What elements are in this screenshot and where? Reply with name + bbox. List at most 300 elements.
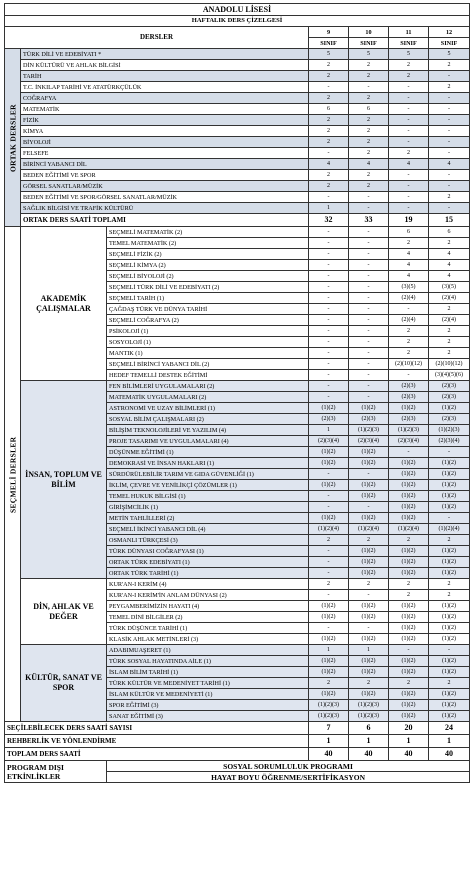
grade-10-hours: - [349, 192, 389, 203]
table-row [5, 170, 470, 181]
grade-11-hours: (1)(2) [389, 634, 429, 645]
lesson-name: METİN TAHLİLLERİ (2) [107, 513, 309, 524]
grade-12-hours: - [429, 181, 470, 192]
grade-11-hours: (1)(2) [389, 513, 429, 524]
grade-11-hours: 2 [389, 326, 429, 337]
grade-9-hours: - [309, 469, 349, 480]
grade-9-hours: - [309, 337, 349, 348]
grade-11-hours: 4 [389, 260, 429, 271]
grade-12-hours: 4 [429, 249, 470, 260]
lesson-name: BİYOLOJİ [21, 137, 309, 148]
lesson-name: SEÇMELİ BİYOLOJİ (2) [107, 271, 309, 282]
grade-9-hours: 4 [309, 159, 349, 170]
grade-11-hours: (2)(3) [389, 414, 429, 425]
grade-11-hours: 2 [389, 60, 429, 71]
grade-11-hours: - [389, 170, 429, 181]
grade-12-hours: (1)(2) [429, 667, 470, 678]
grade-12-hours: (1)(2) [429, 546, 470, 557]
grade-unit: SINIF [349, 38, 389, 49]
grade-10-hours: (1)(2) [349, 546, 389, 557]
lesson-name: FEN BİLİMLERİ UYGULAMALARI (2) [107, 381, 309, 392]
grade-11-hours: (2)(3) [389, 381, 429, 392]
grade-11-hours: 4 [389, 271, 429, 282]
grade-10-hours: 2 [349, 71, 389, 82]
grade-9-hours: 2 [309, 93, 349, 104]
grade-9-hours: - [309, 82, 349, 93]
grade-11-hours: - [389, 82, 429, 93]
grade-11-hours: (1)(2) [389, 689, 429, 700]
lesson-name: SANAT EĞİTİMİ (3) [107, 711, 309, 722]
grade-12-hours: - [429, 447, 470, 458]
grade-12-hours: 2 [429, 535, 470, 546]
lesson-name: TÜRK KÜLTÜR VE MEDENİYET TARİHİ (1) [107, 678, 309, 689]
academic-studies-group: AKADEMİK ÇALIŞMALAR [21, 227, 107, 381]
grade-10-hours: 2 [349, 93, 389, 104]
curriculum-sheet [4, 3, 469, 783]
lesson-name: ÇAĞDAŞ TÜRK VE DÜNYA TARİHİ [107, 304, 309, 315]
grade-10-hours: - [349, 304, 389, 315]
grade-12-hours: 4 [429, 159, 470, 170]
grade-11-hours: (1)(2)(3) [389, 425, 429, 436]
grade-9-hours: (1)(2) [309, 513, 349, 524]
grade-11-hours: - [389, 126, 429, 137]
grade-10-hours: (1)(2) [349, 689, 389, 700]
grade-11-hours: 5 [389, 49, 429, 60]
grade-11-hours: (2)(3)(4) [389, 436, 429, 447]
grade-11-hours: (1)(2) [389, 458, 429, 469]
grade-11-hours: 2 [389, 678, 429, 689]
grade-9-hours: - [309, 491, 349, 502]
grade-12-hours: - [429, 115, 470, 126]
grade-11-hours: - [389, 447, 429, 458]
grade-9-hours: - [309, 192, 349, 203]
lesson-name: GİRİŞİMCİLİK (1) [107, 502, 309, 513]
lesson-name: DEMOKRASİ VE İNSAN HAKLARI (1) [107, 458, 309, 469]
grade-10-hours: (1)(2) [349, 480, 389, 491]
grade-9-hours: 2 [309, 579, 349, 590]
grade-9-hours: 2 [309, 535, 349, 546]
elective-lessons-label: SEÇMELİ DERSLER [5, 227, 21, 722]
table-row [5, 93, 470, 104]
grade-9-hours: 1 [309, 425, 349, 436]
grade-12-hours: (1)(2)(4) [429, 524, 470, 535]
lesson-name: PSİKOLOJİ (1) [107, 326, 309, 337]
grade-10-header: 10 [349, 27, 389, 38]
grade-12-hours: (1)(2) [429, 458, 470, 469]
grade-12-hours: - [429, 148, 470, 159]
summary-row [5, 722, 470, 735]
grade-10-hours: - [349, 249, 389, 260]
grade-11-hours: - [389, 192, 429, 203]
grade-9-hours: 2 [309, 137, 349, 148]
grade-12-hours: - [429, 126, 470, 137]
grade-11-hours: - [389, 370, 429, 381]
grade-12-hours: - [429, 137, 470, 148]
grade-12-hours: (1)(2) [429, 689, 470, 700]
grade-10-hours: (1)(2) [349, 612, 389, 623]
grade-9-hours: 2 [309, 60, 349, 71]
grade-10-hours: (1)(2) [349, 447, 389, 458]
lesson-name: TARİH [21, 71, 309, 82]
grade-10-hours: 5 [349, 49, 389, 60]
lesson-name: FELSEFE [21, 148, 309, 159]
grade-12-hours: (3)(4)(5)(6) [429, 370, 470, 381]
grade-11-hours: (1)(2) [389, 711, 429, 722]
grade-10-hours: 4 [349, 159, 389, 170]
common-lessons-label: ORTAK DERSLER [5, 49, 21, 227]
lesson-name: İSLAM BİLİM TARİHİ (1) [107, 667, 309, 678]
grade-12-hours: 2 [429, 60, 470, 71]
lesson-name: COĞRAFYA [21, 93, 309, 104]
grade-10-hours: - [349, 271, 389, 282]
grade-12-hours: (3)(5) [429, 282, 470, 293]
grade-9-hours: 1 [309, 645, 349, 656]
grade-9-hours: 1 [309, 203, 349, 214]
grade-12-summary: 40 [429, 748, 470, 761]
grade-9-hours: - [309, 381, 349, 392]
grade-10-hours: - [349, 326, 389, 337]
grade-9-hours: 5 [309, 49, 349, 60]
grade-9-hours: - [309, 282, 349, 293]
grade-12-hours: (1)(2) [429, 403, 470, 414]
grade-12-hours: 2 [429, 326, 470, 337]
religion-ethics-values-group: DİN, AHLAK VE DEĞER [21, 579, 107, 645]
grade-10-hours: 2 [349, 170, 389, 181]
grade-11-hours: (1)(2) [389, 546, 429, 557]
grade-10-hours: (1)(2) [349, 491, 389, 502]
lesson-name: SÜRDÜRÜLEBİLİR TARIM VE GIDA GÜVENLİĞİ (1) [107, 469, 309, 480]
grade-12-hours: (1)(2)(3) [429, 425, 470, 436]
lifelong-learning-certification: HAYAT BOYU ÖĞRENME/SERTİFİKASYON [107, 772, 470, 783]
grade-12-hours: 2 [429, 348, 470, 359]
grade-11-hours: (1)(2) [389, 568, 429, 579]
grade-12-hours: 2 [429, 678, 470, 689]
grade-9-hours: - [309, 557, 349, 568]
grade-11-hours: (3)(5) [389, 282, 429, 293]
table-row [5, 192, 470, 203]
grade-10-hours: 2 [349, 181, 389, 192]
grade-10-hours: (1)(2) [349, 568, 389, 579]
grade-9-hours: (1)(2)(3) [309, 711, 349, 722]
grade-12-hours: 5 [429, 49, 470, 60]
grade-12-hours: - [429, 645, 470, 656]
grade-9-hours: (1)(2) [309, 667, 349, 678]
grade-11-hours: (1)(2) [389, 403, 429, 414]
grade-10-hours: (1)(2)(3) [349, 700, 389, 711]
grade-9-hours: 2 [309, 71, 349, 82]
summary-row [5, 735, 470, 748]
lesson-name: SEÇMELİ FİZİK (2) [107, 249, 309, 260]
grade-12-hours: - [429, 203, 470, 214]
lesson-name: BEDEN EĞİTİMİ VE SPOR/GÖRSEL SANATLAR/MÜZİK [21, 192, 309, 203]
extracurricular-label: PROGRAM DIŞI ETKİNLİKLER [5, 761, 107, 783]
grade-12-hours: (2)(10)(12) [429, 359, 470, 370]
grade-11-hours: - [389, 645, 429, 656]
grade-10-hours: (1)(2) [349, 557, 389, 568]
grade-11-hours: (1)(2) [389, 491, 429, 502]
grade-12-hours: (2)(3)(4) [429, 436, 470, 447]
grade-11-hours: 2 [389, 148, 429, 159]
lesson-name: ORTAK TÜRK TARİHİ (1) [107, 568, 309, 579]
grade-10-hours: - [349, 238, 389, 249]
lesson-name: ORTAK TÜRK EDEBİYATI (1) [107, 557, 309, 568]
table-row [5, 645, 470, 656]
lesson-name: HEDEF TEMELLİ DESTEK EĞİTİMİ [107, 370, 309, 381]
grade-12-total: 15 [429, 214, 470, 227]
grade-11-hours: - [389, 104, 429, 115]
grade-10-hours: (1)(2)(4) [349, 524, 389, 535]
grade-10-hours: - [349, 260, 389, 271]
grade-10-hours: - [349, 315, 389, 326]
grade-12-hours: (1)(2) [429, 557, 470, 568]
grade-11-hours: 4 [389, 249, 429, 260]
table-row [5, 104, 470, 115]
grade-11-hours: (1)(2) [389, 557, 429, 568]
lesson-name: MATEMATİK [21, 104, 309, 115]
table-row [5, 60, 470, 71]
grade-12-hours: (1)(2) [429, 469, 470, 480]
grade-12-hours: - [429, 71, 470, 82]
lesson-name: SEÇMELİ TÜRK DİLİ VE EDEBİYATI (2) [107, 282, 309, 293]
grade-9-hours: - [309, 148, 349, 159]
lesson-name: MATEMATİK UYGULAMALARI (2) [107, 392, 309, 403]
table-subtitle: HAFTALIK DERS ÇİZELGESİ [5, 16, 470, 27]
culture-art-sport-group: KÜLTÜR, SANAT VE SPOR [21, 645, 107, 722]
grade-12-hours: (2)(3) [429, 414, 470, 425]
grade-9-summary: 40 [309, 748, 349, 761]
grade-11-hours: 2 [389, 337, 429, 348]
grade-12-hours: (1)(2) [429, 656, 470, 667]
grade-12-hours: 2 [429, 238, 470, 249]
grade-9-hours: (1)(2) [309, 612, 349, 623]
lesson-name: SPOR EĞİTİMİ (3) [107, 700, 309, 711]
lesson-name: BİLİŞİM TEKNOLOJİLERİ VE YAZILIM (4) [107, 425, 309, 436]
grade-10-hours: 2 [349, 148, 389, 159]
lesson-name: KUR'AN-I KERİM'İN ANLAM DÜNYASI (2) [107, 590, 309, 601]
grade-9-hours: - [309, 271, 349, 282]
grade-11-hours: - [389, 203, 429, 214]
lesson-name: GÖRSEL SANATLAR/MÜZİK [21, 181, 309, 192]
lesson-name: FİZİK [21, 115, 309, 126]
grade-11-hours: (2)(3) [389, 392, 429, 403]
grade-12-hours: 2 [429, 304, 470, 315]
lesson-name: ASTRONOMİ VE UZAY BİLİMLERİ (1) [107, 403, 309, 414]
grade-10-hours: - [349, 502, 389, 513]
lesson-name: TEMEL HUKUK BİLGİSİ (1) [107, 491, 309, 502]
grade-10-hours: - [349, 82, 389, 93]
grade-9-hours: (2)(3) [309, 414, 349, 425]
grade-9-hours: 2 [309, 170, 349, 181]
grade-9-header: 9 [309, 27, 349, 38]
grade-9-summary: 1 [309, 735, 349, 748]
grade-12-hours: (1)(2) [429, 480, 470, 491]
lesson-name: BİRİNCİ YABANCI DİL [21, 159, 309, 170]
grade-10-hours: - [349, 203, 389, 214]
grade-10-summary: 1 [349, 735, 389, 748]
lesson-name: TEMEL DİNİ BİLGİLER (2) [107, 612, 309, 623]
grade-12-hours: (1)(2) [429, 491, 470, 502]
grade-10-hours: (2)(3) [349, 414, 389, 425]
grade-12-hours: - [429, 93, 470, 104]
table-row [5, 579, 470, 590]
lesson-name: T.C. İNKILAP TARİHİ VE ATATÜRKÇÜLÜK [21, 82, 309, 93]
grade-11-hours: (2)(10)(12) [389, 359, 429, 370]
grade-9-hours: - [309, 546, 349, 557]
grade-11-hours: (2)(4) [389, 293, 429, 304]
grade-9-total: 32 [309, 214, 349, 227]
grade-10-summary: 40 [349, 748, 389, 761]
grade-12-hours: (2)(3) [429, 381, 470, 392]
lesson-name: KUR'AN-I KERİM (4) [107, 579, 309, 590]
grade-9-hours: - [309, 227, 349, 238]
lesson-name: OSMANLI TÜRKÇESİ (3) [107, 535, 309, 546]
grade-9-hours: - [309, 260, 349, 271]
grade-10-hours: 2 [349, 137, 389, 148]
lesson-name: SOSYOLOJİ (1) [107, 337, 309, 348]
table-row [5, 115, 470, 126]
grade-9-hours: 2 [309, 126, 349, 137]
grade-10-hours: 6 [349, 104, 389, 115]
grade-11-total: 19 [389, 214, 429, 227]
grade-11-hours: - [389, 93, 429, 104]
grade-11-summary: 20 [389, 722, 429, 735]
grade-9-hours: (1)(2)(3) [309, 700, 349, 711]
social-responsibility-program: SOSYAL SORUMLULUK PROGRAMI [107, 761, 470, 772]
human-society-science-group: İNSAN, TOPLUM VE BİLİM [21, 381, 107, 579]
grade-9-hours: (1)(2) [309, 447, 349, 458]
grade-10-hours: - [349, 590, 389, 601]
grade-10-hours: 2 [349, 535, 389, 546]
grade-11-hours: (1)(2) [389, 623, 429, 634]
table-row [5, 227, 470, 238]
grade-11-hours: (1)(2) [389, 656, 429, 667]
grade-11-hours: (1)(2)(4) [389, 524, 429, 535]
lesson-name: PEYGAMBERİMİZİN HAYATI (4) [107, 601, 309, 612]
grade-9-hours: - [309, 293, 349, 304]
grade-10-hours: - [349, 623, 389, 634]
table-row [5, 71, 470, 82]
grade-unit: SINIF [429, 38, 470, 49]
lesson-name: MANTIK (1) [107, 348, 309, 359]
grade-9-hours: - [309, 568, 349, 579]
grade-11-hours: 2 [389, 579, 429, 590]
grade-unit: SINIF [389, 38, 429, 49]
grade-9-hours: (2)(3)(4) [309, 436, 349, 447]
grade-10-hours: 2 [349, 115, 389, 126]
summary-label: SEÇİLEBİLECEK DERS SAATİ SAYISI [5, 722, 309, 735]
grade-12-hours: (1)(2) [429, 634, 470, 645]
lesson-name: SEÇMELİ TARİH (1) [107, 293, 309, 304]
grade-10-hours: - [349, 337, 389, 348]
lesson-name: SEÇMELİ BİRİNCİ YABANCI DİL (2) [107, 359, 309, 370]
grade-11-header: 11 [389, 27, 429, 38]
grade-9-hours: 2 [309, 678, 349, 689]
grade-12-hours: 2 [429, 590, 470, 601]
grade-12-hours: (2)(4) [429, 293, 470, 304]
grade-10-hours: - [349, 381, 389, 392]
grade-9-hours: (1)(2) [309, 689, 349, 700]
grade-9-hours: - [309, 238, 349, 249]
grade-9-hours: - [309, 370, 349, 381]
grade-12-hours: - [429, 104, 470, 115]
common-total-label: ORTAK DERS SAATİ TOPLAMI [21, 214, 309, 227]
grade-10-hours: 1 [349, 645, 389, 656]
lesson-name: SOSYAL BİLİM ÇALIŞMALARI (2) [107, 414, 309, 425]
grade-10-hours: (1)(2) [349, 656, 389, 667]
grade-10-hours: - [349, 370, 389, 381]
grade-9-hours: (1)(2) [309, 656, 349, 667]
grade-10-hours: 2 [349, 678, 389, 689]
grade-9-hours: - [309, 392, 349, 403]
table-row [5, 159, 470, 170]
table-row [5, 49, 470, 60]
grade-10-hours: (1)(2) [349, 634, 389, 645]
table-row [5, 381, 470, 392]
grade-9-hours: - [309, 315, 349, 326]
grade-9-hours: - [309, 623, 349, 634]
grade-11-hours: - [389, 181, 429, 192]
grade-12-hours: (2)(4) [429, 315, 470, 326]
grade-10-hours: (1)(2) [349, 667, 389, 678]
grade-11-hours: 4 [389, 159, 429, 170]
grade-12-hours: 2 [429, 192, 470, 203]
grade-9-hours: (1)(2) [309, 403, 349, 414]
lesson-name: PROJE TASARIMI VE UYGULAMALARI (4) [107, 436, 309, 447]
grade-10-hours: - [349, 392, 389, 403]
table-row [5, 137, 470, 148]
grade-9-hours: - [309, 304, 349, 315]
grade-11-hours: 2 [389, 238, 429, 249]
lesson-name: TÜRK DÜŞÜNCE TARİHİ (1) [107, 623, 309, 634]
common-total-row [5, 214, 470, 227]
grade-10-hours: (1)(2) [349, 458, 389, 469]
grade-11-hours: (1)(2) [389, 700, 429, 711]
grade-11-hours: (1)(2) [389, 469, 429, 480]
grade-11-hours: 6 [389, 227, 429, 238]
lesson-name: İKLİM, ÇEVRE VE YENİLİKÇİ ÇÖZÜMLER (1) [107, 480, 309, 491]
lesson-name: KLASİK AHLAK METİNLERİ (3) [107, 634, 309, 645]
grade-10-hours: - [349, 227, 389, 238]
grade-11-hours: - [389, 304, 429, 315]
lesson-name: İSLAM KÜLTÜR VE MEDENİYETİ (1) [107, 689, 309, 700]
grade-10-hours: - [349, 293, 389, 304]
grade-12-header: 12 [429, 27, 470, 38]
grade-9-hours: (1)(2) [309, 601, 349, 612]
grade-10-hours: - [349, 469, 389, 480]
grade-9-hours: 2 [309, 115, 349, 126]
summary-row [5, 748, 470, 761]
grade-11-summary: 1 [389, 735, 429, 748]
grade-12-hours: 2 [429, 82, 470, 93]
grade-12-hours: (1)(2) [429, 502, 470, 513]
grade-12-hours: (1)(2) [429, 700, 470, 711]
lessons-header: DERSLER [5, 27, 309, 49]
grade-12-hours: (1)(2) [429, 623, 470, 634]
extracurricular-row [5, 761, 470, 772]
grade-9-hours: (1)(2) [309, 458, 349, 469]
grade-10-hours: - [349, 348, 389, 359]
grade-9-hours: 2 [309, 181, 349, 192]
grade-10-total: 33 [349, 214, 389, 227]
grade-10-hours: (1)(2) [349, 403, 389, 414]
grade-10-hours: (1)(2) [349, 513, 389, 524]
lesson-name: SEÇMELİ MATEMATİK (2) [107, 227, 309, 238]
grade-11-hours: (1)(2) [389, 667, 429, 678]
grade-10-hours: - [349, 359, 389, 370]
school-title: ANADOLU LİSESİ [5, 4, 470, 16]
lesson-name: ADABIMUAŞERET (1) [107, 645, 309, 656]
grade-10-hours: 2 [349, 579, 389, 590]
